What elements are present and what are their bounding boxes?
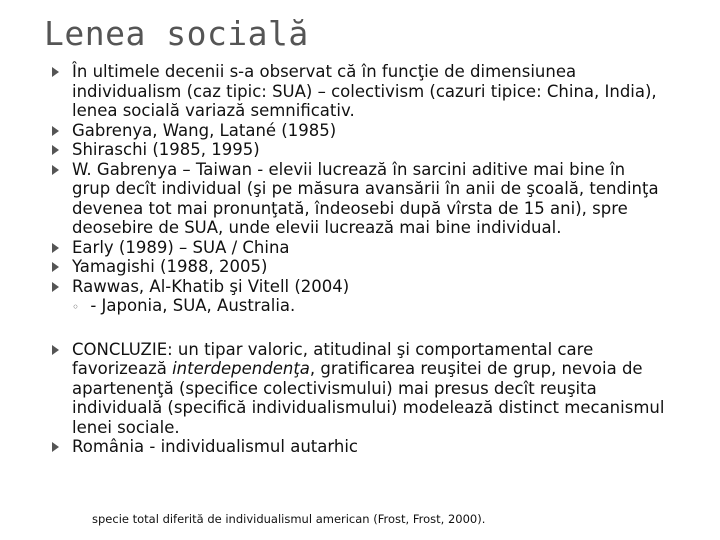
spacer	[52, 318, 668, 340]
bullet-item	[52, 160, 668, 238]
bullet-item	[52, 257, 668, 277]
bullet-arrow-icon	[52, 282, 59, 292]
bullet-text: Gabrenya, Wang, Latané (1985)	[72, 120, 337, 140]
sub-bullet-text: - Japonia, SUA, Australia.	[90, 296, 296, 315]
conclusion-bullet	[52, 340, 668, 438]
footnote: specie total diferită de individualismul american (Frost, Frost, 2000).	[92, 512, 486, 526]
bullet-item	[52, 62, 668, 121]
bullet-arrow-icon	[52, 442, 59, 452]
bullet-arrow-icon	[52, 165, 59, 175]
bullet-arrow-icon	[52, 67, 59, 77]
slide-title: Lenea socială	[44, 14, 309, 53]
conclusion-emphasis: interdependenţa	[172, 359, 310, 378]
bullet-arrow-icon	[52, 243, 59, 253]
sub-bullet-ring-icon: ◦	[72, 300, 80, 314]
romania-text: România - individualismul autarhic	[72, 437, 358, 456]
bullet-item	[52, 140, 668, 160]
bullet-text: W. Gabrenya – Taiwan - elevii lucrează în sarcini aditive mai bine în grup decît individual (şi pe măsura avansării în anii de şcoală, tendinţa devenea tot mai pronunţată, îndeosebi după vîrsta de 15 ani), spre deosebire de SUA, unde elevii lucrează mai bine individual.	[72, 159, 659, 237]
romania-bullet	[52, 437, 668, 457]
bullet-text: În ultimele decenii s-a observat că în funcţie de dimensiunea individualism (caz tipic: SUA) – colectivism (cazuri tipice: China, India), lenea socială variază semnificativ.	[72, 62, 657, 120]
bullet-text: Shiraschi (1985, 1995)	[72, 140, 260, 159]
bullet-text: Early (1989) – SUA / China	[72, 237, 290, 257]
bullet-arrow-icon	[52, 262, 59, 272]
conclusion-text-prefix: CONCLUZIE: un tipar valoric, atitudinal şi comportamental care favorizează	[72, 339, 594, 378]
bullet-text: Yamagishi (1988, 2005)	[72, 257, 268, 276]
bullet-text: Rawwas, Al-Khatib şi Vitell (2004)	[72, 276, 350, 296]
bullet-item	[52, 238, 668, 258]
bullet-list	[52, 62, 668, 457]
bullet-arrow-icon	[52, 345, 59, 355]
conclusion-text-suffix: , gratificarea reuşitei de grup, nevoia de apartenenţă (specifice colectivismului) mai presus decît reuşita individuală (specifică individualismului) modelează distinct mecanismul lenei sociale.	[72, 359, 665, 437]
bullet-arrow-icon	[52, 145, 59, 155]
bullet-item	[52, 277, 668, 297]
bullet-item	[52, 121, 668, 141]
sub-bullet-item	[52, 296, 668, 318]
bullet-arrow-icon	[52, 126, 59, 136]
